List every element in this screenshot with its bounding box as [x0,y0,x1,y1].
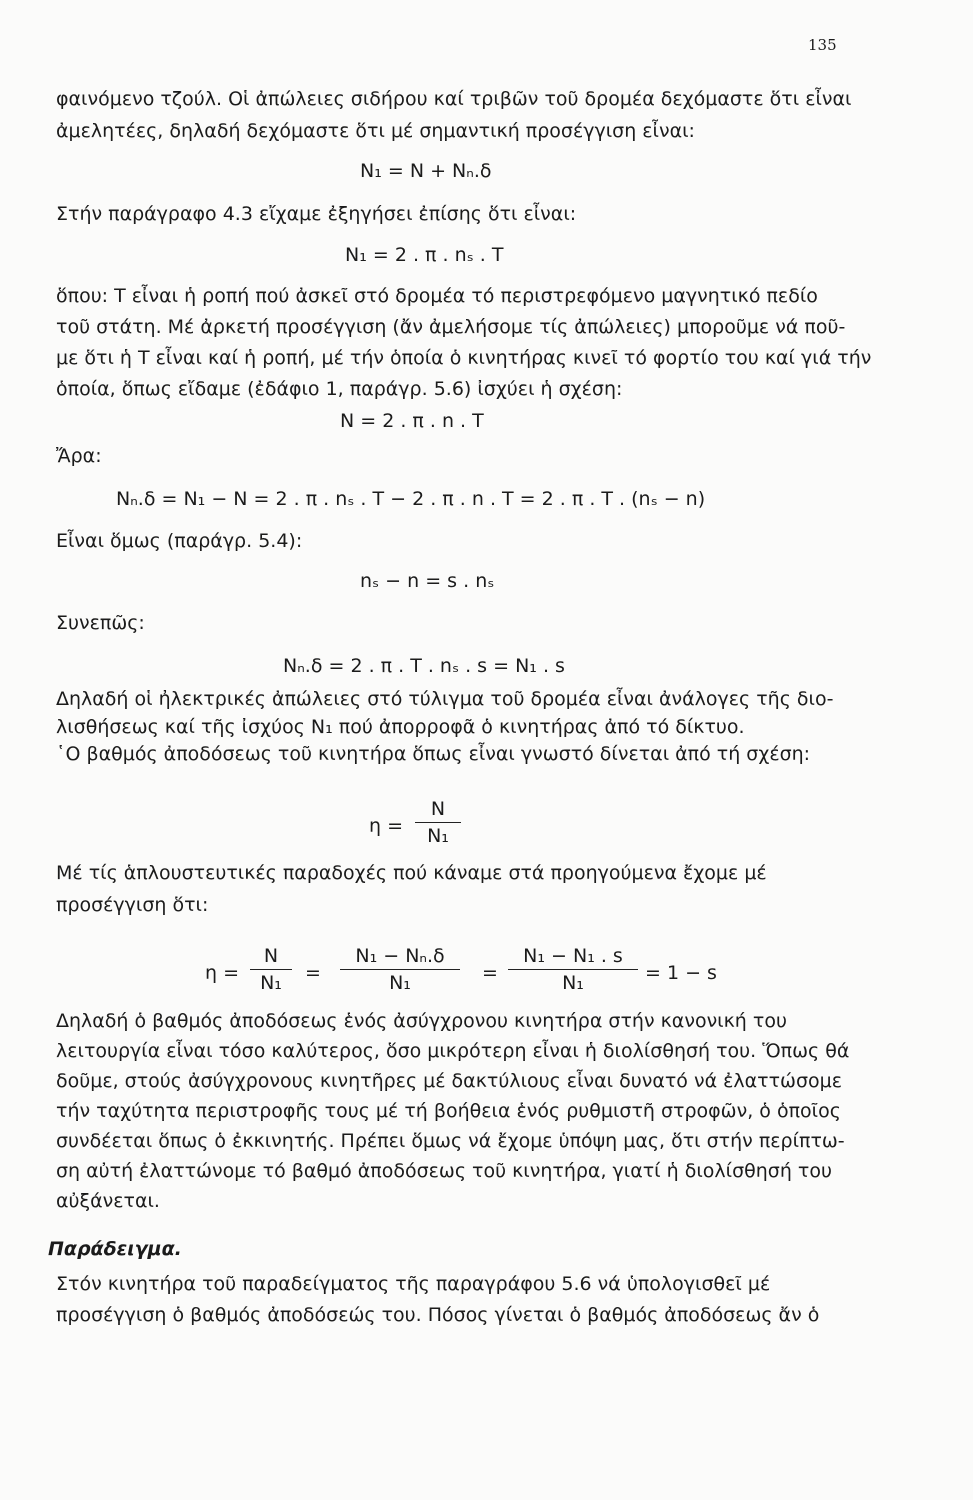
equation-n1-torque: N₁ = 2 . π . nₛ . T [345,244,504,266]
fraction-bar [508,969,638,970]
text-line: Μέ τίς ἁπλουστευτικές παραδοχές πού κάναμε στά προηγούμενα ἔχομε μέ [56,862,767,884]
fraction-denominator: N₁ [562,972,584,994]
text-line: προσέγγιση ὁ βαθμός ἀποδόσεώς του. Πόσος γίνεται ὁ βαθμός ἀποδόσεως ἄν ὁ [56,1304,820,1326]
text-line: συνδέεται ὅπως ὁ ἐκκινητής. Πρέπει ὅμως νά ἔχομε ὑπόψη μας, ὅτι στήν περίπτω- [56,1130,845,1152]
text-line: ὁποία, ὅπως εἴδαμε (ἐδάφιο 1, παράγρ. 5.6) ἰσχύει ἡ σχέση: [56,378,623,400]
equation-chain-rhs: = 1 − s [645,962,717,984]
fraction-denominator: N₁ [260,972,282,994]
page-number: 135 [808,36,837,54]
text-line: δοῦμε, στούς ἀσύγχρονους κινητῆρες μέ δακτύλιους εἶναι δυνατό νά ἐλαττώσομε [56,1070,842,1092]
text-line: ῾Ο βαθμός ἀποδόσεως τοῦ κινητήρα ὅπως εἶναι γνωστό δίνεται ἀπό τή σχέση: [56,743,811,765]
equation-efficiency-fraction [415,798,461,847]
text-line: τοῦ στάτη. Μέ ἀρκετή προσέγγιση (ἄν ἀμελήσομε τίς ἀπώλειες) μποροῦμε νά ποῦ- [56,316,846,338]
equation-efficiency-lhs: η = [369,815,404,837]
equation-slip: nₛ − n = s . nₛ [360,570,495,592]
text-line: με ὅτι ἡ Τ εἶναι καί ἡ ροπή, μέ τήν ὁποία ὁ κινητήρας κινεῖ τό φορτίο του καί γιά τήν [56,347,872,369]
text-line: Στήν παράγραφο 4.3 εἴχαμε ἐξηγήσει ἐπίσης ὅτι εἶναι: [56,203,577,225]
fraction-bar [340,969,460,970]
fraction-numerator: N [430,798,446,820]
fraction-numerator: N₁ − Nₙ.δ [355,945,445,967]
equation-chain-fraction-1 [250,945,292,994]
equation-chain-fraction-2 [340,945,460,994]
text-line: ὅπου: Τ εἶναι ἡ ροπή πού ἀσκεῖ στό δρομέα τό περιστρεφόμενο μαγνητικό πεδίο [56,285,818,307]
text-line: λειτουργία εἶναι τόσο καλύτερος, ὅσο μικρότερη εἶναι ἡ διολίσθησή του. Ὅπως θά [56,1040,850,1062]
text-line: Δηλαδή ὁ βαθμός ἀποδόσεως ἑνός ἀσύγχρονου κινητήρα στήν κανονική του [56,1010,787,1032]
text-line: αὐξάνεται. [56,1190,160,1212]
fraction-bar [415,822,461,823]
fraction-denominator: N₁ [389,972,411,994]
example-heading: Παράδειγμα. [48,1238,182,1260]
equation-n-torque: N = 2 . π . n . T [340,410,484,432]
label-synepos: Συνεπῶς: [56,612,145,634]
text-line: προσέγγιση ὅτι: [56,894,209,916]
fraction-bar [250,969,292,970]
fraction-numerator: N₁ − N₁ . s [523,945,623,967]
text-line: ἀμελητέες, δηλαδή δεχόμαστε ὅτι μέ σημαντική προσέγγιση εἶναι: [56,120,695,142]
text-line: τήν ταχύτητα περιστροφῆς τους μέ τή βοήθεια ἑνός ρυθμιστῆ στροφῶν, ὁ ὁποῖος [56,1100,841,1122]
label-ara: Ἄρα: [56,445,102,467]
text-line: Δηλαδή οἱ ἠλεκτρικές ἀπώλειες στό τύλιγμα τοῦ δρομέα εἶναι ἀνάλογες τῆς διο- [56,688,834,710]
equation-chain-lhs: η = [205,962,240,984]
equation-chain-equals-b: = [482,962,498,984]
equation-chain-fraction-3 [508,945,638,994]
text-line: Στόν κινητήρα τοῦ παραδείγματος τῆς παραγράφου 5.6 νά ὑπολογισθεῖ μέ [56,1273,771,1295]
equation-n1-sum: N₁ = N + Nₙ.δ [360,160,492,182]
text-line: ση αὐτή ἐλαττώνομε τό βαθμό ἀποδόσεως τοῦ κινητήρα, γιατί ἡ διολίσθησή του [56,1160,832,1182]
text-line: φαινόμενο τζούλ. Οἱ ἀπώλειες σιδήρου καί τριβῶν τοῦ δρομέα δεχόμαστε ὅτι εἶναι [56,88,852,110]
text-line: Εἶναι ὅμως (παράγρ. 5.4): [56,530,303,552]
text-line: λισθήσεως καί τῆς ἰσχύος Ν₁ πού ἀπορροφᾶ ὁ κινητήρας ἀπό τό δίκτυο. [56,716,745,738]
fraction-numerator: N [263,945,279,967]
equation-rotor-loss-slip: Nₙ.δ = 2 . π . T . nₛ . s = N₁ . s [283,655,565,677]
fraction-denominator: N₁ [427,825,449,847]
equation-chain-equals-a: = [305,962,321,984]
equation-rotor-loss: Nₙ.δ = N₁ − N = 2 . π . nₛ . T − 2 . π . n . T = 2 . π . T . (nₛ − n) [116,488,706,510]
